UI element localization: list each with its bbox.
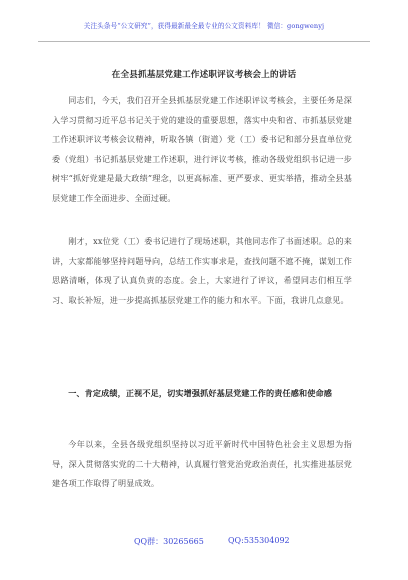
- footer-qq-number: QQ:535304092: [228, 536, 290, 545]
- footer-qq-group: QQ群：30265665: [134, 537, 204, 546]
- body-paragraph-opening: 同志们，今天，我们召开全县抓基层党建工作述职评议考核会，主要任务是深入学习贯彻习近平总书记关于党的建设的重要思想，落实中央和省、市抓基层党建工作述职评议考核会议精神，听取各镇（街道）党（工）委书记和部分县直单位党委（党组）书记抓基层党建工作述职，进行评议考核，推动各级党组织书记进一步树牢“抓好党建是最大政绩”理念，以更高标准、更严要求、更实举措，推动全县基层党建工作全面进步、全面过硬。: [52, 95, 352, 203]
- section-heading-1: 一、肯定成绩，正视不足，切实增强抓好基层党建工作的责任感和使命感: [68, 388, 332, 398]
- body-paragraph-section-1: 今年以来，全县各级党组织坚持以习近平新时代中国特色社会主义思想为指导，深入贯彻落实党的二十大精神，认真履行管党治党政治责任，扎实推进基层党建各项工作取得了明显成效。: [52, 439, 352, 489]
- header-divider: [38, 41, 370, 42]
- body-paragraph-review: 刚才，xx位党（工）委书记进行了现场述职，其他同志作了书面述职。总的来讲，大家都能够坚持问题导向，总结工作实事求是，查找问题不遮不掩，谋划工作思路清晰，体现了认真负责的态度。会上，大家进行了评议，希望同志们相互学习、取长补短，进一步提高抓基层党建工作的能力和水平。下面，我讲几点意见。: [52, 236, 352, 305]
- header-banner: 关注头条号“公文研究”，获得最新最全最专业的公文资料库！ 微信：gongwenyj: [83, 22, 325, 30]
- document-title: 在全县抓基层党建工作述职评议考核会上的讲话: [111, 70, 297, 80]
